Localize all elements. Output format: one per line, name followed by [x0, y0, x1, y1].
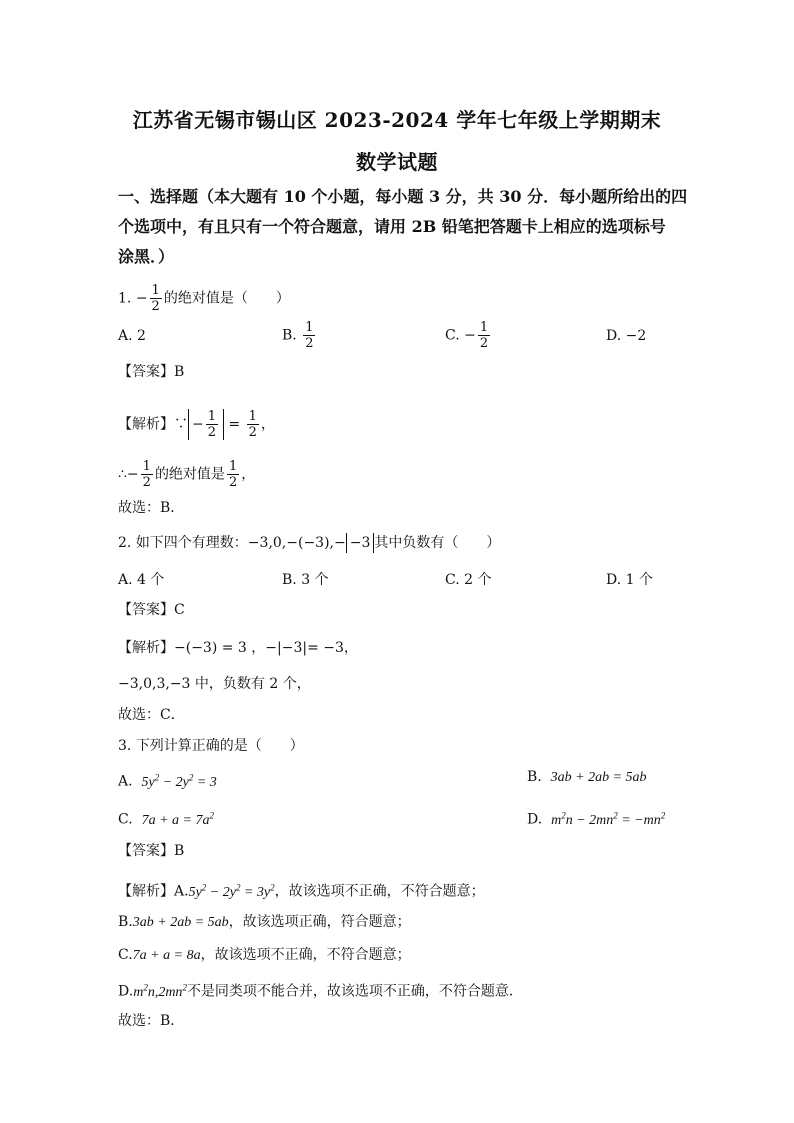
document-subtitle: 数学试题 — [356, 150, 438, 174]
q2-option-c: C. 2 个 — [445, 572, 492, 588]
q3-option-c: C. $7a + a = 7a^2$ — [118, 810, 214, 828]
q3-analysis-c: C.7a + a = 8a，故该选项不正确，不符合题意； — [118, 947, 411, 963]
q3-analysis-d: $D.m^2n,2mn^2$不是同类项不能合并，故该选项不正确，不符合题意． — [118, 982, 523, 1000]
q3-option-d: D. $m^2n - 2mn^2 = -mn^2$ — [527, 810, 666, 828]
q1-option-a: A. 2 — [118, 328, 146, 344]
q1-text: 的绝对值是（ ） — [163, 290, 290, 307]
question-3: 3. 下列计算正确的是（ ） — [118, 738, 304, 754]
q2-answer: 【答案】C — [118, 602, 185, 618]
q2-analysis-2: −3,0,3,−3 中，负数有 2 个， — [118, 676, 311, 692]
q2-option-d: D. 1 个 — [606, 572, 653, 588]
q2-option-a: A. 4 个 — [118, 572, 165, 588]
q2-option-b: B. 3 个 — [282, 572, 329, 588]
section-heading: 一、选择题（本大题有 10 个小题，每小题 3 分，共 30 分．每小题所给出的四 — [118, 187, 688, 206]
section-heading-2: 个选项中，有且只有一个符合题意，请用 2B 铅笔把答题卡上相应的选项标号 — [118, 217, 666, 236]
q1-analysis: 【解析】∵ − $\frac{1}{2}$ = $\frac{1}{2}$ ， — [118, 409, 275, 440]
q1-fraction: $\frac{1}{2}$ — [151, 283, 160, 314]
q3-analysis-b: B.3ab + 2ab = 5ab，故该选项正确，符合题意； — [118, 914, 411, 930]
question-2: 2. 如下四个有理数：−3,0,−(−3),− −3 其中负数有（ ） — [118, 535, 501, 551]
q3-analysis-a: 【解析】$A.5y^2 - 2y^2 = 3y^2$，故该选项不正确，不符合题意； — [118, 882, 485, 900]
q3-option-a: A. $5y^2 - 2y^2 = 3$ — [118, 772, 217, 790]
q3-answer: 【答案】B — [118, 843, 185, 859]
q1-therefore: ∴− $\frac{1}{2}$ 的绝对值是 $\frac{1}{2}$ ， — [118, 459, 256, 490]
q2-analysis: 【解析】−(−3) = 3 ，−|−3|= −3， — [118, 640, 358, 656]
q3-choose: 故选：B． — [118, 1013, 185, 1029]
q1-option-d: D. −2 — [606, 328, 647, 344]
q1-option-b: B. $\frac{1}{2}$ — [282, 320, 314, 351]
section-heading-3: 涂黑．） — [118, 247, 175, 266]
q1-option-c: C. − $\frac{1}{2}$ — [445, 320, 489, 351]
q1-choose: 故选：B． — [118, 500, 185, 516]
q2-choose: 故选：C． — [118, 707, 185, 723]
q1-number: 1. — [118, 290, 132, 307]
q1-answer: 【答案】B — [118, 364, 185, 380]
q3-option-b: B. 3ab + 2ab = 5ab — [527, 769, 647, 785]
q1-minus: − — [135, 290, 148, 307]
document-title: 江苏省无锡市锡山区 2023-2024 学年七年级上学期期末 — [132, 108, 662, 132]
question-1 — [118, 283, 290, 314]
